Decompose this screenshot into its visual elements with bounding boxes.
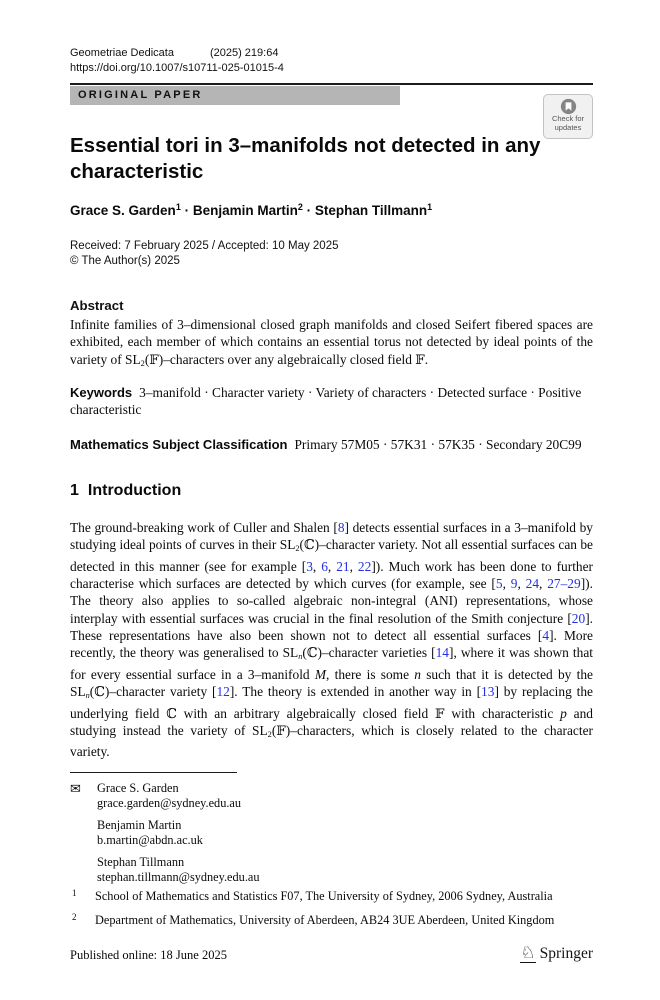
abstract-heading: Abstract <box>70 298 124 313</box>
affiliation-row <box>70 889 593 904</box>
citation-link[interactable]: 9 <box>510 576 518 592</box>
affiliation-text: Department of Mathematics, University of Aberdeen, AB24 3UE Aberdeen, United Kingdom <box>95 913 555 927</box>
citation-link[interactable]: 20 <box>571 610 586 626</box>
citation-link[interactable]: 24 <box>525 576 540 592</box>
contact-entry <box>70 781 470 811</box>
journal-header <box>70 46 284 76</box>
keywords-line <box>70 384 593 419</box>
badge-line2: updates <box>554 122 582 132</box>
section-heading-introduction <box>70 482 181 500</box>
citation-link[interactable]: 6 <box>321 558 328 574</box>
citation-link[interactable]: 8 <box>337 520 345 535</box>
affiliation-marker: 1 <box>72 888 77 898</box>
crossmark-bookmark-icon <box>560 98 577 115</box>
springer-wordmark: Springer <box>539 944 593 962</box>
contact-name: Grace S. Garden <box>97 781 179 795</box>
contact-email: b.martin@abdn.ac.uk <box>97 833 203 847</box>
authors-line: Grace S. Garden$^1$ · Benjamin Martin$^2$ · Stephan Tillmann$^1$ <box>70 202 433 218</box>
copyright-line: © The Author(s) 2025 <box>70 255 180 267</box>
citation-link[interactable]: 21 <box>336 558 350 574</box>
section-number: 1 <box>70 482 79 499</box>
citation-link[interactable]: 22 <box>357 558 372 574</box>
contact-entry <box>70 818 470 848</box>
contact-email: grace.garden@sydney.edu.au <box>97 796 242 810</box>
springer-logo <box>520 944 593 963</box>
email-icon: ✉ <box>70 781 81 796</box>
badge-line1: Check for <box>551 114 585 123</box>
msc-text: Primary 57M05 · 57K31 · 57K35 · Secondary 20C99 <box>294 437 582 452</box>
keywords-text: 3–manifold · Character variety · Variety of characters · Detected surface · Positive characteristic <box>70 385 582 418</box>
citation-link[interactable]: 14 <box>435 645 449 661</box>
header-rule <box>70 83 593 85</box>
contact-name: Stephan Tillmann <box>97 855 185 869</box>
footnote-divider <box>70 772 237 773</box>
corresponding-authors-block <box>70 781 470 892</box>
contact-entry <box>70 855 470 885</box>
paper-title: Essential tori in 3–manifolds not detected in any characteristic <box>70 134 541 183</box>
intro-paragraph: The ground-breaking work of Culler and Shalen [8] detects essential surfaces in a 3–manifold by studying ideal points of curves in their $SL_2(ℂ)$–character variety. Not all essential surfaces can be detected in this manner (see for example [3, 6, 21, 22]). Much work has been done to further characterise which surfaces are detected by which curves (for example, see [5, 9, 24, 27–29]). The theory also applies to so-called algebraic non-integral (ANI) representations, whose interplay with essential surfaces was crucial in the final resolution of the Smith conjecture [20]. These representations have also been shown not to detect all essential surfaces [4]. More recently, the theory was generalised to SLn(ℂ)–character varieties [14], where it was shown that for every essential surface in a 3–manifold M, there is some n such that it is detected by the SLn(ℂ)–character variety [12]. The theory is extended in another way in [13] by replacing the underlying field ℂ with an arbitrary algebraically closed field 𝔽 with characteristic p and studying instead the variety of $SL_2(𝔽)$–characters, which is closely related to the character variety. <box>70 520 594 760</box>
abstract-text: Infinite families of 3–dimensional closed graph manifolds and closed Seifert fibered spaces are exhibited, each member of which contains an essential torus not detected by ideal points of the variety of $SL_2(𝔽)$–characters over any algebraically closed field 𝔽. <box>70 317 593 368</box>
affiliation-text: School of Mathematics and Statistics F07, The University of Sydney, 2006 Sydney, Australia <box>95 889 553 903</box>
msc-line <box>70 436 593 453</box>
journal-issue: (2025) 219:64 <box>209 47 279 59</box>
msc-label: Mathematics Subject Classification <box>70 437 288 452</box>
citation-link[interactable]: 13 <box>481 684 495 700</box>
paper-type-bar: ORIGINAL PAPER <box>70 86 400 105</box>
affiliation-row <box>70 913 593 928</box>
affiliation-marker: 2 <box>72 912 77 922</box>
springer-knight-icon: ♘ <box>520 943 536 962</box>
citation-link[interactable]: 27–29 <box>547 576 581 592</box>
keywords-label: Keywords <box>70 385 133 400</box>
contact-email: stephan.tillmann@sydney.edu.au <box>97 870 260 884</box>
citation-link[interactable]: 5 <box>495 576 503 592</box>
contact-name: Benjamin Martin <box>97 818 182 832</box>
doi-text: https://doi.org/10.1007/s10711-025-01015-4 <box>70 62 284 74</box>
section-title: Introduction <box>87 482 182 499</box>
received-accepted-line: Received: 7 February 2025 / Accepted: 10 May 2025 <box>70 240 339 252</box>
published-online-line: Published online: 18 June 2025 <box>70 948 227 962</box>
citation-link[interactable]: 12 <box>216 684 230 700</box>
citation-link[interactable]: 4 <box>542 628 550 644</box>
citation-link[interactable]: 3 <box>306 558 313 574</box>
dates-block <box>70 239 339 269</box>
journal-name: Geometriae Dedicata <box>70 47 174 59</box>
